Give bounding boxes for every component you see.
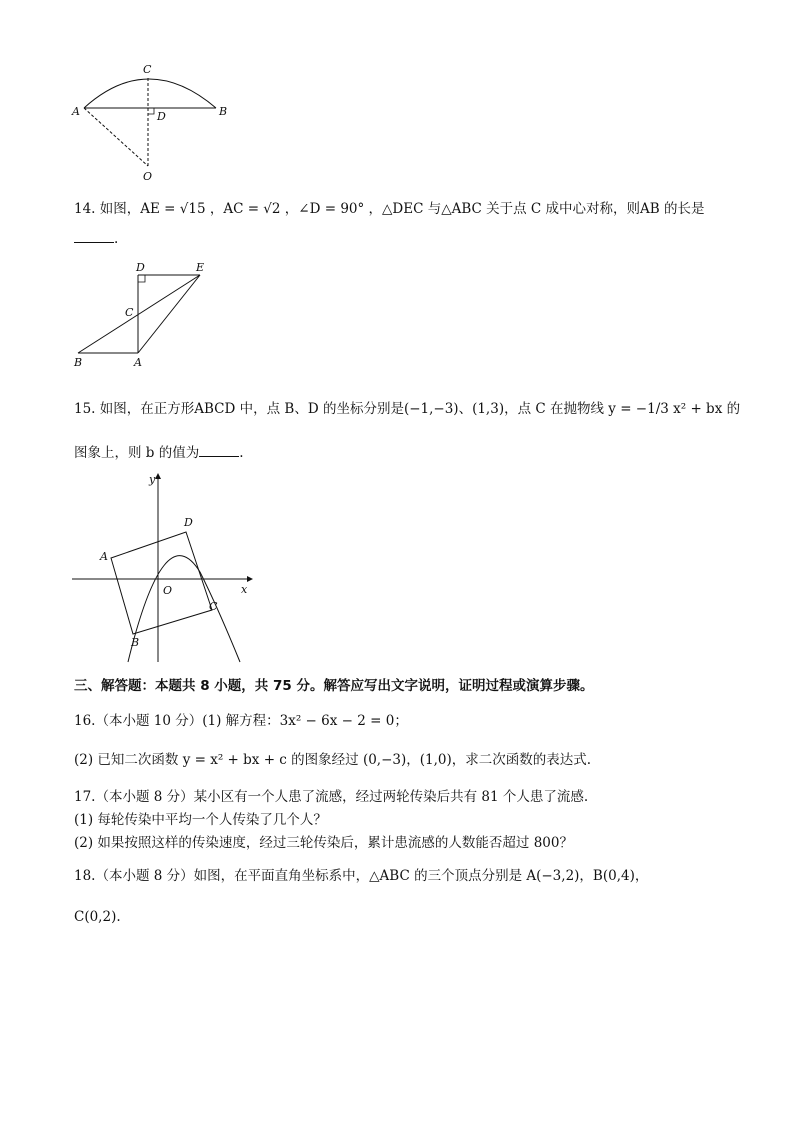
label-A: A	[134, 356, 142, 369]
answer-blank	[199, 444, 239, 457]
label-O: O	[163, 584, 173, 597]
label-B: B	[131, 636, 140, 649]
question-16-line-2: (2) 已知二次函数 y = x² + bx + c 的图象经过 (0,−3)，(1,0)，求二次函数的表达式.	[74, 752, 592, 768]
question-14-answer-line	[74, 230, 118, 248]
right-angle-mark	[138, 275, 145, 282]
question-17-line-2: (1) 每轮传染中平均一个人传染了几个人？	[74, 812, 327, 828]
label-E: E	[196, 261, 205, 274]
parabola	[128, 556, 240, 662]
label-D: D	[136, 261, 145, 274]
circle-arc-figure	[66, 58, 246, 186]
triangle-symmetry-figure	[68, 258, 218, 370]
label-y: y	[149, 473, 156, 486]
question-17-line-3: (2) 如果按照这样的传染速度，经过三轮传染后，累计患流感的人数能否超过 800？	[74, 835, 573, 851]
question-15-prefix: 图象上，则 b 的值为	[74, 445, 200, 461]
square-ABCD	[111, 532, 212, 634]
section-3-heading: 三、解答题：本题共 8 小题，共 75 分。解答应写出文字说明，证明过程或演算步骤。	[74, 678, 594, 694]
arc-ACB	[84, 79, 216, 108]
segment-BE	[78, 275, 200, 353]
question-18-line-2: C(0,2).	[74, 909, 121, 925]
label-O: O	[143, 170, 153, 183]
question-15-line-1: 15. 如图，在正方形ABCD 中，点 B、D 的坐标分别是(−1,−3)、(1,3)，点 C 在抛物线 y = −1/3 x² + bx 的	[74, 401, 741, 417]
segment-AO	[84, 108, 148, 166]
square-parabola-figure	[70, 468, 260, 664]
question-17-line-1: 17.（本小题 8 分）某小区有一个人患了流感，经过两轮传染后共有 81 个人患了流感.	[74, 789, 589, 805]
label-C: C	[125, 306, 134, 319]
label-B: B	[74, 356, 83, 369]
question-16-line-1: 16.（本小题 10 分）(1) 解方程：3x² − 6x − 2 = 0；	[74, 713, 408, 729]
answer-blank	[74, 230, 114, 243]
question-14-period: .	[114, 231, 119, 247]
label-A: A	[72, 105, 80, 118]
label-B: B	[219, 105, 228, 118]
label-D: D	[184, 516, 193, 529]
label-D: D	[157, 110, 166, 123]
label-x: x	[241, 583, 248, 596]
label-C: C	[143, 63, 152, 76]
right-angle-mark	[148, 108, 154, 114]
question-14-text: 14. 如图，AE = √15 ，AC = √2 ，∠D = 90° ，△DEC 与△ABC 关于点 C 成中心对称，则AB 的长是	[74, 201, 705, 217]
question-15-line-2	[74, 444, 244, 462]
label-A: A	[100, 550, 108, 563]
question-15-suffix: .	[239, 445, 244, 461]
question-18-line-1: 18.（本小题 8 分）如图，在平面直角坐标系中，△ABC 的三个顶点分别是 A(−3,2)，B(0,4)，	[74, 868, 649, 884]
segment-AE	[138, 275, 200, 353]
label-C: C	[209, 600, 218, 613]
